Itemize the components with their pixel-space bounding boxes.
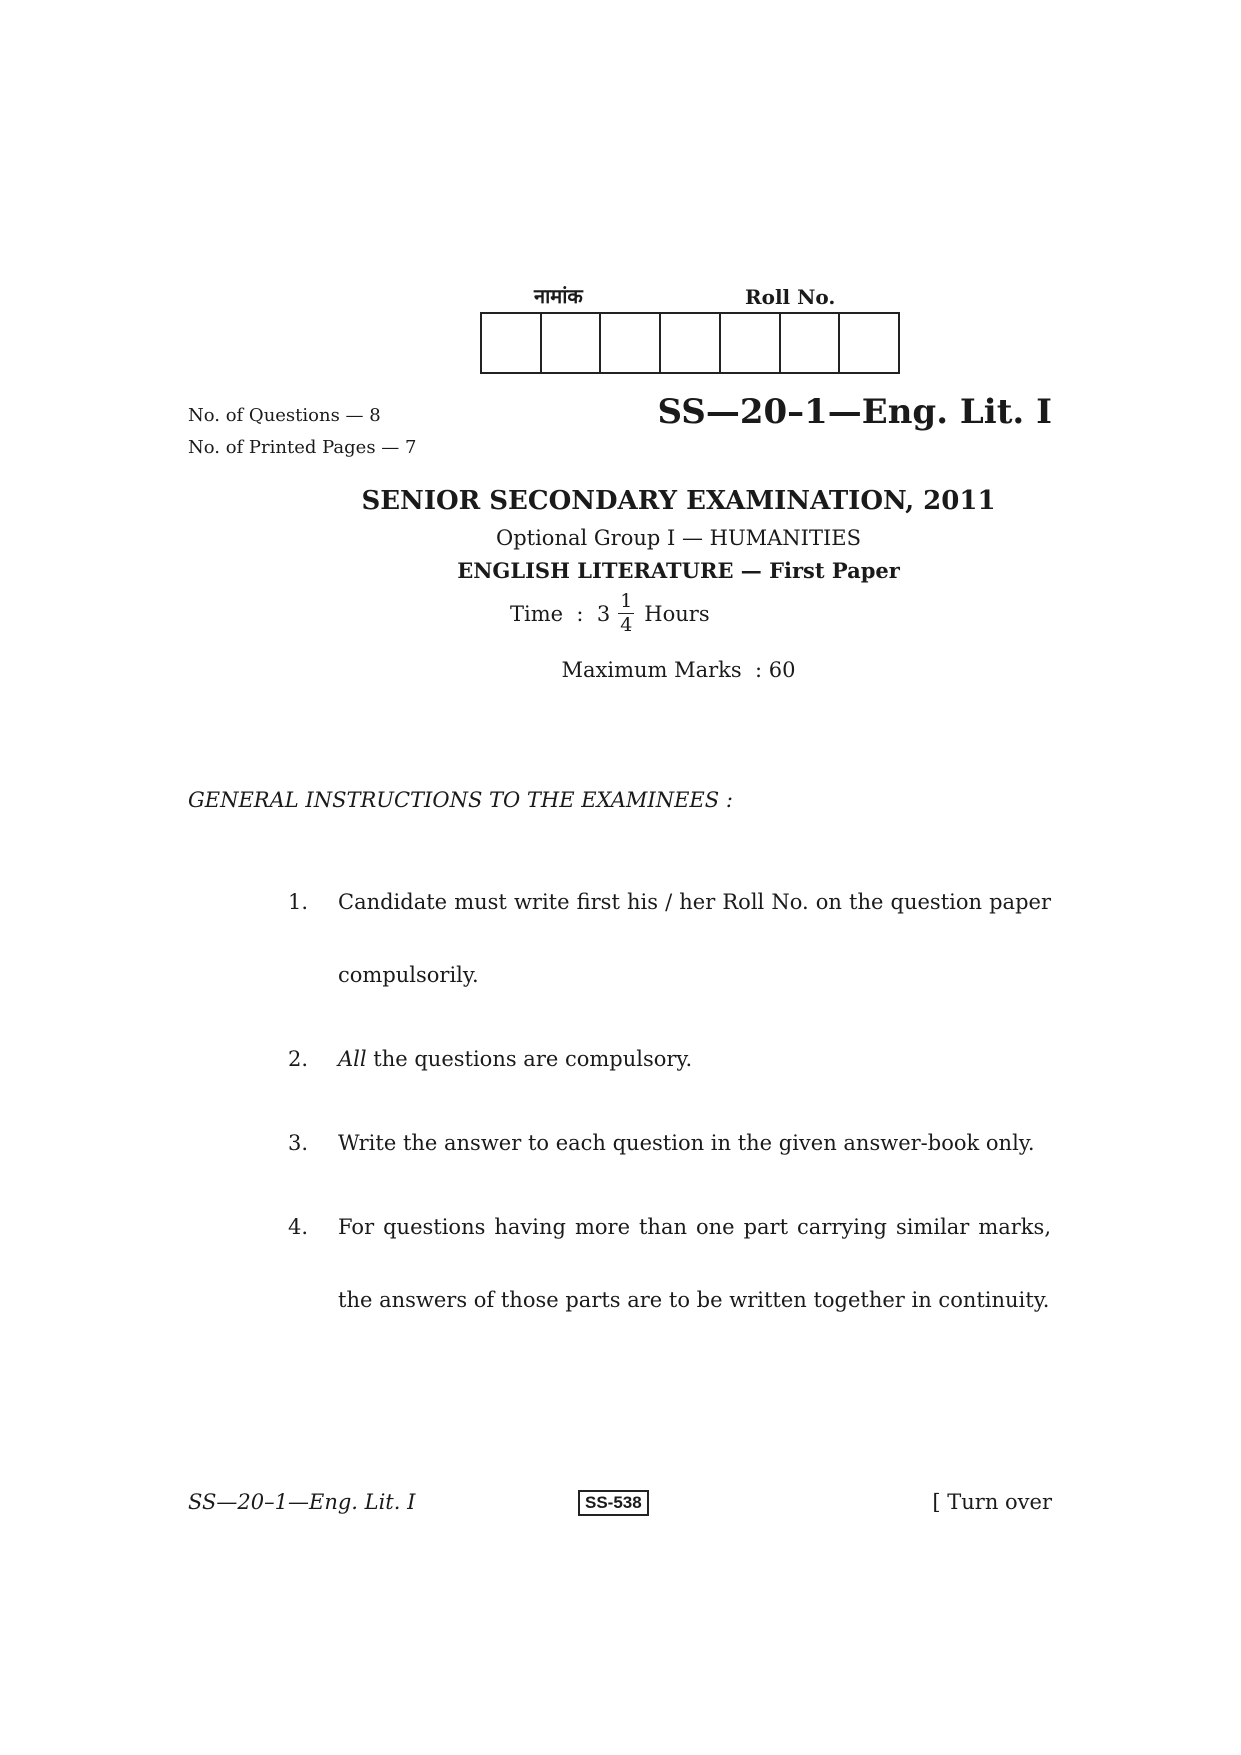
exam-group: Optional Group I — HUMANITIES [495, 526, 861, 550]
instruction-item [288, 1191, 1051, 1337]
instruction-item [288, 1023, 1051, 1096]
instruction-text [338, 1023, 1051, 1096]
instruction-text: Write the answer to each question in the given answer-book only. [338, 1131, 1035, 1155]
footer-booklet-code: SS-538 [578, 1490, 649, 1516]
fraction-denominator: 4 [620, 614, 633, 636]
fraction-numerator: 1 [620, 590, 633, 612]
instructions-heading: GENERAL INSTRUCTIONS TO THE EXAMINEES : [188, 788, 733, 812]
maximum-marks: Maximum Marks : 60 [561, 658, 796, 682]
paper-code: SS—20–1—Eng. Lit. I [657, 392, 1052, 432]
roll-number-boxes [480, 312, 900, 374]
roll-digit-box[interactable] [781, 314, 841, 372]
roll-digit-box[interactable] [721, 314, 781, 372]
footer-paper-code: SS—20–1—Eng. Lit. I [188, 1490, 416, 1514]
roll-digit-box[interactable] [661, 314, 721, 372]
instruction-text: For questions having more than one part carrying similar marks, the answers of those parts are to be written together in continuity. [338, 1215, 1051, 1312]
roll-digit-box[interactable] [840, 314, 898, 372]
instruction-emphasis: All [338, 1047, 367, 1071]
instruction-text: Candidate must write first his / her Roll No. on the question paper compulsorily. [338, 890, 1051, 987]
exam-subject: ENGLISH LITERATURE — First Paper [457, 558, 900, 583]
number-of-questions: No. of Questions — 8 [188, 405, 381, 426]
roll-digit-box[interactable] [601, 314, 661, 372]
number-of-pages: No. of Printed Pages — 7 [188, 437, 417, 458]
roll-label-english: Roll No. [745, 285, 836, 309]
time-unit: Hours [644, 601, 710, 626]
instruction-item [288, 866, 1051, 1012]
time-fraction [618, 592, 634, 635]
instructions-list [288, 866, 1051, 1348]
roll-label-hindi: नामांक [534, 284, 583, 308]
instruction-item [288, 1107, 1051, 1180]
time-label: Time : 3 [510, 601, 611, 626]
instruction-text-rest: the questions are compulsory. [366, 1047, 693, 1071]
instruction-number: 4. [288, 1215, 309, 1239]
instruction-number: 3. [288, 1131, 309, 1155]
instruction-number: 2. [288, 1047, 309, 1071]
roll-digit-box[interactable] [482, 314, 542, 372]
turn-over-note: [ Turn over [932, 1490, 1052, 1514]
exam-title: SENIOR SECONDARY EXAMINATION, 2011 [361, 486, 996, 516]
instruction-number: 1. [288, 890, 309, 914]
exam-time [510, 592, 710, 635]
roll-digit-box[interactable] [542, 314, 602, 372]
